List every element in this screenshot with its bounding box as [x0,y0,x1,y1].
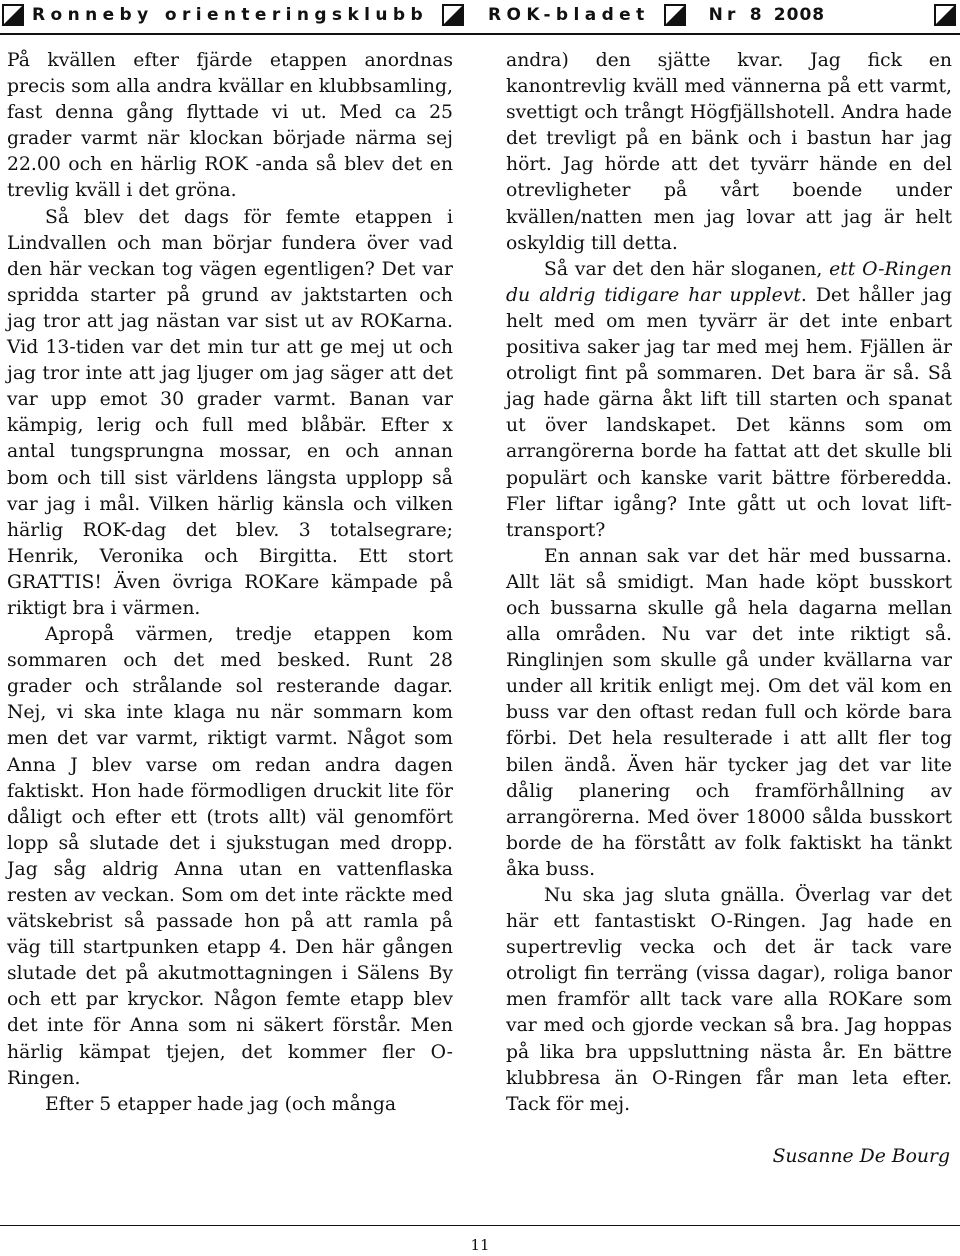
article-paragraph: andra) den sjätte kvar. Jag fick en kanontrevlig kväll med vännerna på ett varmt, svettigt och trångt Högfjällshotell. Andra hade det trevligt på en bänk och i bastun har jag hört. Jag hörde att det tyvärr hände en del otrevligheter på vårt boende under kvällen/natten men jag lovar att jag är helt oskyldig till detta. [506,50,952,254]
header-divider [0,33,960,35]
paragraph-body-text: . Det håller jag helt med om men tyvärr är det inte enbart positiva saker jag tar med mej hem. Fjällen är otroligt fint på sommaren. Det bara är så. Så jag hade gärna åkt lift till starten och spanat ut över landskapet. Det känns som om arrangörerna borde ha fattat att det skulle bli populärt och kanske varit bättre förberedda. Fler liftar igång? Inte gått ut och lovat lift-transport? [506,284,952,541]
black-triangle-square-icon [442,4,464,26]
article-paragraph: Apropå värmen, tredje etappen kom sommaren och det med besked. Runt 28 grader och strålande sol resterande dagar. Nej, vi ska inte klaga nu när sommarn kom men det var varmt, riktigt varmt. Något som Anna J blev varse om redan andra dagen faktiskt. Hon hade förmodligen druckit lite för dåligt och efter ett (trots allt) väl genomfört lopp så slutade det i sjukstugan med dropp. Jag såg aldrig Anna utan en vattenflaska resten av veckan. Som om det inte räckte med vätskebrist så passade hon på att ramla på väg till startpunken etapp 4. Den här gången slutade det på akutmottagningen i Sälens By och ett par kryckor. Någon femte etapp blev det inte för Anna som ni säkert förstår. Men härlig kämpat tjejen, det kommer fler O-Ringen. [7,624,453,1089]
article-paragraph: Nu ska jag sluta gnälla. Överlag var det här ett fantastiskt O-Ringen. Jag hade en supertrevlig vecka och det är tack vare otroligt fin terräng (vissa dagar), roliga banor men framför allt tack vare alla ROKare som var med och gjorde veckan så bra. Jag hoppas på lika bra uppsluttning nästa år. En bättre klubbresa än O-Ringen får man leta efter. Tack för mej. [506,885,952,1115]
black-triangle-square-icon [664,4,686,26]
author-signature: Susanne De Bourg [772,1145,950,1167]
black-triangle-square-icon [2,4,24,26]
article-paragraph [506,257,952,544]
article-paragraph: På kvällen efter fjärde etappen anordnas precis som alla andra kvällar en klubbsamling, fast denna gång flyttade vi ut. Med ca 25 grader varmt när klockan började närma sej 22.00 och en härlig ROK -anda så blev det en trevlig kväll i det gröna. [7,50,453,202]
article-paragraph: Så blev det dags för femte etappen i Lindvallen och man börjar fundera över vad den här veckan tog vägen egentligen? Det var spridda starter på grund av jaktstarten och jag tror att jag nästan var sist ut av ROKarna. Vid 13-tiden var det min tur att ge mej ut och jag tror inte att jag ljuger om jag säger att det var upp emot 30 grader varmt. Banan var kämpig, lerig och full med blåbär. Efter x antal tungsprungna mossar, en och annan bom och till sist världens längsta upplopp så var jag i mål. Vilken härlig känsla och vilken härlig ROK-dag det blev. 3 totalsegrare; Henrik, Veronika och Birgitta. Ett stort GRATTIS! Även övriga ROKare kämpade på riktigt bra i värmen. [7,206,453,619]
header-issue-number: Nr 8 [708,5,766,25]
right-column [506,48,952,1170]
page-number: 11 [470,1236,490,1254]
header-year: 2008 [773,5,826,25]
header-club-name: Ronneby orienteringsklubb [32,5,429,25]
article-paragraph: Efter 5 etapper hade jag (och många [45,1093,397,1115]
footer-divider [0,1225,960,1226]
black-triangle-square-icon [934,4,956,26]
header-magazine-name: ROK-bladet [488,5,650,25]
article-paragraph: En annan sak var det här med bussarna. Allt lät så smidigt. Man hade köpt busskort och bussarna skulle gå hela dagarna mellan alla områden. Nu var det inte riktigt så. Ringlinjen som skulle gå under kvällarna var under all kritik enligt mej. Om det väl kom en buss var den oftast redan full och körde bara förbi. Det hela resulterade i att allt fler tog bilen ändå. Även här tycker jag det var lite dålig planering och framförhållning av arrangörerna. Med över 18000 sålda busskort borde de ha förstått av folk faktiskt ha tänkt åka buss. [506,545,952,880]
left-column [7,48,453,1118]
page-header [0,0,960,30]
slogan-text: ett O-Ringen du aldrig tidigare har upplevt [506,258,952,306]
paragraph-lead-text: Så var det den här sloganen, [544,258,830,280]
